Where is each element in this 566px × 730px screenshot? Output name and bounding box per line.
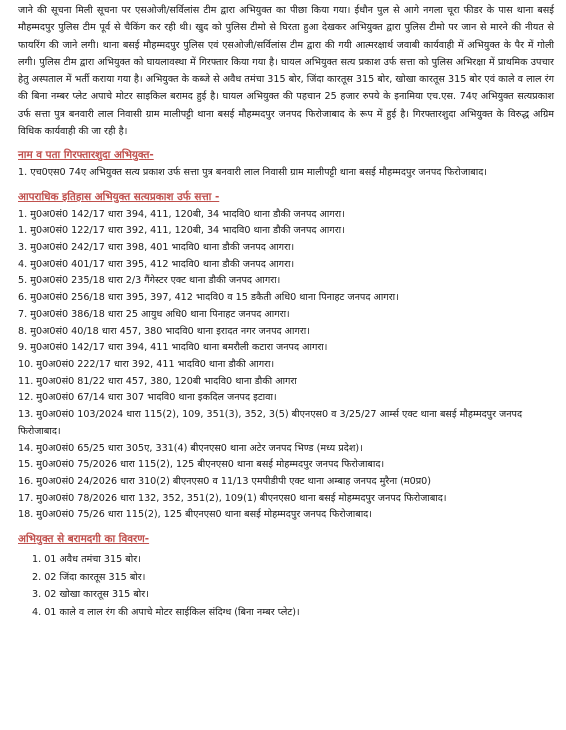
history-item: 17. मु0अ0सं0 78/2026 धारा 132, 352, 351(2), 109(1) बीएनएस0 थाना बसई मोहम्मदपुर जनपद फिरोजाबाद।	[18, 492, 447, 504]
history-item: 1. मु0अ0सं0 142/17 धारा 394, 411, 120बी, 34 भादवि0 थाना डौकी जनपद आगरा।	[18, 208, 345, 220]
history-item: 6. मु0अ0सं0 256/18 धारा 395, 397, 412 भादवि0 व 15 डकैती अधि0 थाना पिनाहट जनपद आगरा।	[18, 292, 399, 304]
recovery-list	[18, 551, 554, 621]
history-item: 8. मु0अ0सं0 40/18 धारा 457, 380 भादवि0 थाना इरादत नगर जनपद आगरा।	[18, 325, 310, 337]
arrested-heading: नाम व पता गिरफ्तारशुदा अभियुक्त-	[18, 149, 154, 162]
history-item: 12. मु0अ0सं0 67/14 धारा 307 भादवि0 थाना इकदिल जनपद इटावा।	[18, 392, 277, 404]
recovery-item: 1. 01 अवैध तमंचा 315 बोर।	[32, 554, 141, 566]
history-item: 3. मु0अ0सं0 242/17 धारा 398, 401 भादवि0 थाना डौकी जनपद आगरा।	[18, 242, 295, 254]
history-item: 5. मु0अ0सं0 235/18 धारा 2/3 गैंगेस्टर एक्ट थाना डौकी जनपद आगरा।	[18, 275, 281, 287]
history-item: 7. मु0अ0सं0 386/18 धारा 25 आयुध अधि0 थाना पिनाहट जनपद आगरा।	[18, 308, 290, 320]
incident-paragraph: जाने की सूचना मिली सूचना पर एसओजी/सर्विलांस टीम द्वारा अभियुक्त का पीछा किया गया। ईधौन पुल से आगे नगला चूरा फीडर के पास थाना बसई मौहम्मदपुर पुलिस टीम पूर्व से चैकिंग कर रही थी। खुद को पुलिस टीमो से घिरता हुआ देखकर अभियुक्त द्वारा पुलिस टीमो पर जान से मारने की नीयत से फायरिंग की जाने लगी। थाना बसई मौहम्मदपुर पुलिस एवं एसओजी/सर्विलांस टीम द्वारा की गयी आत्मरक्षार्थ जवाबी कार्यवाही में अभियुक्त के पैर में गोली लगी। पुलिस टीम द्वारा अभियुक्त को घायलावस्था में गिरफ्तार किया गया है। घायल अभियुक्त सत्य प्रकाश उर्फ सत्ता को पुलिस अभिरक्षा में प्राथमिक उपचार हेतु अस्पताल में भर्ती कराया गया है। अभियुक्त के कब्जे से अवैध तमंचा 315 बोर, जिंदा कारतूस 315 बोर, खोखा कारतूस 315 बोर एवं काले व लाल रंग की बिना नम्बर प्लेट अपाचे मोटर साइकिल बरामद हुई है। घायल अभियुक्त की पहचान 25 हजार रुपये के इनामिया एच.एस. 74ए अभियुक्त सत्यप्रकाश उर्फ सत्ता पुत्र बनवारी लाल निवासी ग्राम मालीपट्टी थाना बसई मौहम्मदपुर जनपद फिरोजाबाद के रूप में हुई है। गिरफ्तारशुदा अभियुक्त के विरुद्ध अग्रिम विधिक कार्यवाही की जा रही है।	[18, 5, 554, 138]
history-item: 11. मु0अ0सं0 81/22 धारा 457, 380, 120बी भादवि0 थाना डौकी आगरा	[18, 375, 297, 387]
history-item: 18. मु0अ0सं0 75/26 धारा 115(2), 125 बीएनएस0 थाना बसई मोहम्मदपुर जनपद फिरोजाबाद।	[18, 509, 372, 521]
history-item: 14. मु0अ0सं0 65/25 धारा 305ए, 331(4) बीएनएस0 थाना अटेर जनपद भिण्ड (मध्य प्रदेश)।	[18, 442, 363, 454]
recovery-heading: अभियुक्त से बरामदगी का विवरण-	[18, 533, 150, 546]
history-item: 13. मु0अ0सं0 103/2024 धारा 115(2), 109, 351(3), 352, 3(5) बीएनएस0 व 3/25/27 आर्म्स एक्ट थाना बसई मौहम्मदपुर जनपद फिरोजाबाद।	[18, 409, 523, 437]
history-item: 15. मु0अ0सं0 75/2026 धारा 115(2), 125 बीएनएस0 थाना बसई मोहम्मदपुर जनपद फिरोजाबाद।	[18, 459, 385, 471]
recovery-item: 4. 01 काले व लाल रंग की अपाचे मोटर साईकिल संदिग्ध (बिना नम्बर प्लेट)।	[32, 606, 300, 618]
history-item: 10. मु0अ0सं0 222/17 धारा 392, 411 भादवि0 थाना डौकी आगरा।	[18, 359, 275, 370]
history-item: 16. मु0अ0सं0 24/2026 धारा 310(2) बीएनएस0 व 11/13 एमपीडीपी एक्ट थाना अम्बाह जनपद मुरैना (म0प्र0)	[18, 475, 432, 487]
criminal-history-list	[18, 207, 554, 524]
recovery-item: 3. 02 खोखा कारतूस 315 बोर।	[32, 589, 149, 601]
history-item: 9. मु0अ0सं0 142/17 धारा 394, 411 भादवि0 थाना बमरौली कटारा जनपद आगरा।	[18, 342, 328, 354]
criminal-history-heading: आपराधिक इतिहास अभियुक्त सत्यप्रकाश उर्फ सत्ता -	[18, 190, 220, 203]
history-item: 1. मु0अ0सं0 122/17 धारा 392, 411, 120बी, 34 भादवि0 थाना डौकी जनपद आगरा।	[18, 225, 345, 237]
recovery-item: 2. 02 जिंदा कारतूस 315 बोर।	[32, 571, 146, 583]
arrested-details: 1. एच0एस0 74ए अभियुक्त सत्य प्रकाश उर्फ सत्ता पुत्र बनवारी लाल निवासी ग्राम मालीपट्टी थाना बसई मौहम्मदपुर जनपद फिरोजाबाद।	[18, 167, 488, 179]
history-item: 4. मु0अ0सं0 401/17 धारा 395, 412 भादवि0 थाना डौकी जनपद आगरा।	[18, 258, 295, 270]
